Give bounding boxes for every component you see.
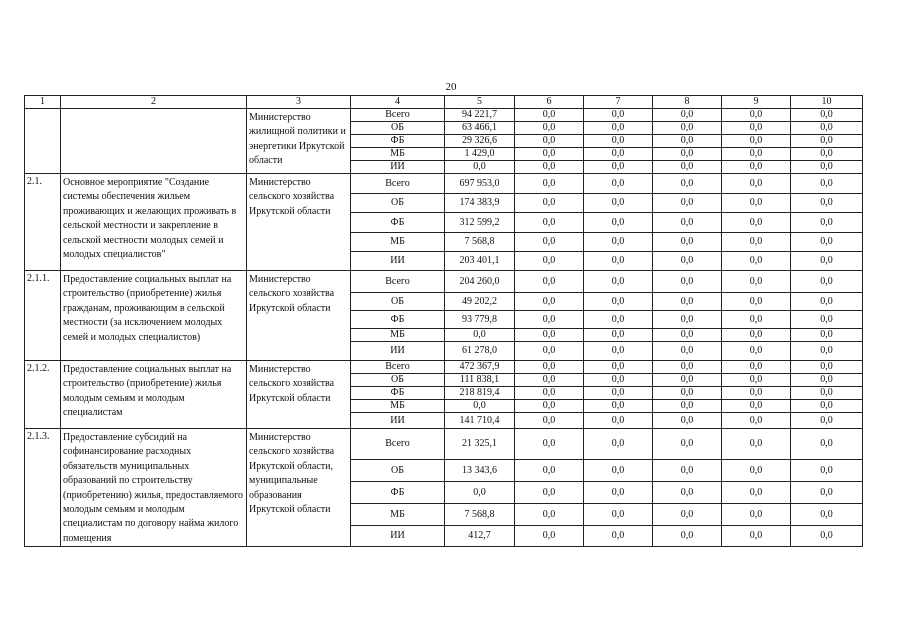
value-cell: 0,0 (722, 109, 791, 122)
value-cell: 0,0 (515, 109, 584, 122)
value-cell: 63 466,1 (445, 122, 515, 135)
value-cell: 0,0 (791, 429, 863, 460)
value-cell: 0,0 (515, 460, 584, 482)
value-cell: 0,0 (791, 526, 863, 547)
value-cell: 0,0 (584, 148, 653, 161)
value-cell: 0,0 (653, 109, 722, 122)
item-name (61, 109, 247, 174)
value-cell: 0,0 (584, 413, 653, 429)
funding-source: ИИ (351, 413, 445, 429)
value-cell: 29 326,6 (445, 135, 515, 148)
value-cell: 0,0 (722, 271, 791, 293)
value-cell: 0,0 (722, 460, 791, 482)
value-cell: 0,0 (584, 504, 653, 526)
item-name: Предоставление социальных выплат на строительство (приобретение) жилья гражданам, проживающим в сельской местности (за исключением молодых семей и молодых специалистов) (61, 271, 247, 361)
value-cell: 0,0 (653, 361, 722, 374)
table-row (25, 429, 863, 460)
funding-source: Всего (351, 174, 445, 194)
funding-source: ФБ (351, 482, 445, 504)
value-cell: 0,0 (515, 413, 584, 429)
value-cell: 0,0 (515, 387, 584, 400)
funding-source: Всего (351, 271, 445, 293)
value-cell: 0,0 (653, 271, 722, 293)
value-cell: 0,0 (722, 174, 791, 194)
value-cell: 0,0 (653, 400, 722, 413)
value-cell: 0,0 (722, 194, 791, 213)
header-cell: 7 (584, 96, 653, 109)
value-cell: 0,0 (722, 161, 791, 174)
value-cell: 0,0 (722, 329, 791, 342)
value-cell: 0,0 (584, 526, 653, 547)
value-cell: 0,0 (445, 329, 515, 342)
item-code: 2.1.3. (25, 429, 61, 547)
item-name: Предоставление социальных выплат на строительство (приобретение) жилья молодым семьям и молодым специалистам (61, 361, 247, 429)
value-cell: 0,0 (653, 526, 722, 547)
value-cell: 0,0 (722, 387, 791, 400)
header-cell: 5 (445, 96, 515, 109)
value-cell: 0,0 (515, 342, 584, 361)
item-code (25, 109, 61, 174)
funding-source: ИИ (351, 526, 445, 547)
header-cell: 10 (791, 96, 863, 109)
value-cell: 0,0 (653, 174, 722, 194)
value-cell: 0,0 (584, 213, 653, 233)
value-cell: 0,0 (653, 311, 722, 329)
value-cell: 0,0 (584, 361, 653, 374)
value-cell: 0,0 (653, 135, 722, 148)
value-cell: 312 599,2 (445, 213, 515, 233)
table-row (25, 174, 863, 194)
value-cell: 412,7 (445, 526, 515, 547)
value-cell: 0,0 (515, 213, 584, 233)
value-cell: 0,0 (584, 311, 653, 329)
value-cell: 0,0 (653, 252, 722, 271)
value-cell: 0,0 (791, 148, 863, 161)
page-number: 20 (445, 81, 457, 93)
value-cell: 0,0 (791, 213, 863, 233)
value-cell: 0,0 (722, 148, 791, 161)
responsible-executor: Министерство сельского хозяйства Иркутской области (247, 361, 351, 429)
funding-source: ОБ (351, 194, 445, 213)
value-cell: 0,0 (584, 109, 653, 122)
value-cell: 0,0 (791, 122, 863, 135)
value-cell: 0,0 (722, 504, 791, 526)
value-cell: 0,0 (791, 361, 863, 374)
funding-source: ОБ (351, 122, 445, 135)
value-cell: 0,0 (515, 374, 584, 387)
value-cell: 0,0 (791, 311, 863, 329)
funding-source: ФБ (351, 387, 445, 400)
funding-source: Всего (351, 361, 445, 374)
value-cell: 0,0 (515, 271, 584, 293)
value-cell: 1 429,0 (445, 148, 515, 161)
value-cell: 21 325,1 (445, 429, 515, 460)
funding-source: ИИ (351, 252, 445, 271)
item-code: 2.1.1. (25, 271, 61, 361)
value-cell: 0,0 (584, 387, 653, 400)
value-cell: 0,0 (584, 293, 653, 311)
value-cell: 0,0 (584, 374, 653, 387)
value-cell: 0,0 (653, 161, 722, 174)
value-cell: 0,0 (791, 374, 863, 387)
value-cell: 0,0 (653, 194, 722, 213)
value-cell: 0,0 (515, 311, 584, 329)
value-cell: 0,0 (722, 252, 791, 271)
value-cell: 0,0 (515, 504, 584, 526)
value-cell: 0,0 (791, 329, 863, 342)
value-cell: 0,0 (515, 400, 584, 413)
funding-source: МБ (351, 329, 445, 342)
value-cell: 0,0 (653, 374, 722, 387)
value-cell: 0,0 (791, 293, 863, 311)
value-cell: 0,0 (722, 213, 791, 233)
funding-source: МБ (351, 504, 445, 526)
value-cell: 0,0 (791, 135, 863, 148)
value-cell: 0,0 (653, 460, 722, 482)
value-cell: 0,0 (515, 329, 584, 342)
funding-source: МБ (351, 400, 445, 413)
funding-source: МБ (351, 148, 445, 161)
item-name: Предоставление субсидий на софинансирование расходных обязательств муниципальных образований по строительству (приобретению) жилья, предоставляемого молодым семьям и молодым специалистам по договору найма жилого помещения (61, 429, 247, 547)
funding-source: МБ (351, 233, 445, 252)
funding-source: Всего (351, 109, 445, 122)
value-cell: 0,0 (722, 311, 791, 329)
value-cell: 0,0 (653, 122, 722, 135)
value-cell: 0,0 (791, 252, 863, 271)
value-cell: 0,0 (584, 482, 653, 504)
value-cell: 0,0 (515, 482, 584, 504)
value-cell: 0,0 (791, 504, 863, 526)
value-cell: 0,0 (515, 194, 584, 213)
header-cell: 3 (247, 96, 351, 109)
value-cell: 0,0 (791, 387, 863, 400)
table-row (25, 271, 863, 293)
value-cell: 0,0 (584, 252, 653, 271)
value-cell: 49 202,2 (445, 293, 515, 311)
value-cell: 0,0 (515, 293, 584, 311)
value-cell: 0,0 (722, 293, 791, 311)
value-cell: 0,0 (722, 374, 791, 387)
value-cell: 218 819,4 (445, 387, 515, 400)
table-row (25, 361, 863, 374)
value-cell: 0,0 (584, 135, 653, 148)
value-cell: 0,0 (722, 233, 791, 252)
value-cell: 0,0 (445, 482, 515, 504)
value-cell: 204 260,0 (445, 271, 515, 293)
value-cell: 0,0 (515, 174, 584, 194)
value-cell: 0,0 (515, 233, 584, 252)
value-cell: 0,0 (584, 233, 653, 252)
value-cell: 0,0 (584, 400, 653, 413)
value-cell: 0,0 (515, 526, 584, 547)
funding-source: ОБ (351, 374, 445, 387)
value-cell: 94 221,7 (445, 109, 515, 122)
header-cell: 2 (61, 96, 247, 109)
value-cell: 0,0 (653, 213, 722, 233)
budget-table (24, 95, 863, 547)
value-cell: 0,0 (515, 135, 584, 148)
value-cell: 0,0 (515, 148, 584, 161)
value-cell: 0,0 (584, 194, 653, 213)
item-name: Основное мероприятие "Создание системы обеспечения жильем проживающих и желающих проживать в сельской местности и закрепление в сельской местности молодых семей и молодых специалистов" (61, 174, 247, 271)
value-cell: 0,0 (515, 161, 584, 174)
value-cell: 13 343,6 (445, 460, 515, 482)
value-cell: 0,0 (445, 161, 515, 174)
value-cell: 61 278,0 (445, 342, 515, 361)
value-cell: 0,0 (722, 122, 791, 135)
funding-source: ФБ (351, 135, 445, 148)
value-cell: 0,0 (515, 361, 584, 374)
value-cell: 0,0 (584, 271, 653, 293)
value-cell: 0,0 (515, 429, 584, 460)
value-cell: 0,0 (584, 161, 653, 174)
value-cell: 7 568,8 (445, 504, 515, 526)
value-cell: 111 838,1 (445, 374, 515, 387)
value-cell: 0,0 (791, 413, 863, 429)
header-cell: 9 (722, 96, 791, 109)
value-cell: 0,0 (653, 413, 722, 429)
value-cell: 0,0 (653, 293, 722, 311)
funding-source: ФБ (351, 213, 445, 233)
value-cell: 0,0 (515, 252, 584, 271)
value-cell: 0,0 (722, 429, 791, 460)
value-cell: 0,0 (653, 233, 722, 252)
header-row (25, 96, 863, 109)
value-cell: 0,0 (445, 400, 515, 413)
funding-source: ОБ (351, 460, 445, 482)
funding-source: ИИ (351, 161, 445, 174)
value-cell: 0,0 (653, 387, 722, 400)
value-cell: 0,0 (653, 504, 722, 526)
funding-source: Всего (351, 429, 445, 460)
responsible-executor: Министерство жилищной политики и энергетики Иркутской области (247, 109, 351, 174)
value-cell: 0,0 (791, 460, 863, 482)
value-cell: 7 568,8 (445, 233, 515, 252)
value-cell: 697 953,0 (445, 174, 515, 194)
responsible-executor: Министерство сельского хозяйства Иркутской области (247, 174, 351, 271)
value-cell: 0,0 (584, 329, 653, 342)
value-cell: 0,0 (791, 233, 863, 252)
value-cell: 0,0 (791, 271, 863, 293)
value-cell: 0,0 (584, 429, 653, 460)
value-cell: 0,0 (653, 429, 722, 460)
funding-source: ФБ (351, 311, 445, 329)
header-cell: 1 (25, 96, 61, 109)
value-cell: 203 401,1 (445, 252, 515, 271)
value-cell: 0,0 (722, 400, 791, 413)
header-cell: 8 (653, 96, 722, 109)
value-cell: 0,0 (653, 342, 722, 361)
value-cell: 0,0 (653, 329, 722, 342)
value-cell: 472 367,9 (445, 361, 515, 374)
value-cell: 93 779,8 (445, 311, 515, 329)
value-cell: 174 383,9 (445, 194, 515, 213)
funding-source: ИИ (351, 342, 445, 361)
item-code: 2.1. (25, 174, 61, 271)
value-cell: 0,0 (722, 413, 791, 429)
value-cell: 0,0 (584, 342, 653, 361)
funding-source: ОБ (351, 293, 445, 311)
responsible-executor: Министерство сельского хозяйства Иркутской области (247, 271, 351, 361)
header-cell: 4 (351, 96, 445, 109)
value-cell: 0,0 (584, 174, 653, 194)
value-cell: 0,0 (722, 342, 791, 361)
table-body (25, 96, 863, 547)
value-cell: 0,0 (515, 122, 584, 135)
table-row (25, 109, 863, 122)
item-code: 2.1.2. (25, 361, 61, 429)
value-cell: 0,0 (584, 460, 653, 482)
value-cell: 0,0 (653, 482, 722, 504)
value-cell: 0,0 (722, 482, 791, 504)
value-cell: 0,0 (791, 194, 863, 213)
value-cell: 0,0 (791, 482, 863, 504)
value-cell: 0,0 (791, 161, 863, 174)
value-cell: 0,0 (722, 526, 791, 547)
value-cell: 0,0 (791, 174, 863, 194)
responsible-executor: Министерство сельского хозяйства Иркутской области, муниципальные образования Иркутской области (247, 429, 351, 547)
header-cell: 6 (515, 96, 584, 109)
value-cell: 0,0 (791, 109, 863, 122)
value-cell: 0,0 (653, 148, 722, 161)
value-cell: 0,0 (584, 122, 653, 135)
value-cell: 0,0 (791, 342, 863, 361)
value-cell: 0,0 (722, 135, 791, 148)
value-cell: 0,0 (791, 400, 863, 413)
value-cell: 0,0 (722, 361, 791, 374)
value-cell: 141 710,4 (445, 413, 515, 429)
